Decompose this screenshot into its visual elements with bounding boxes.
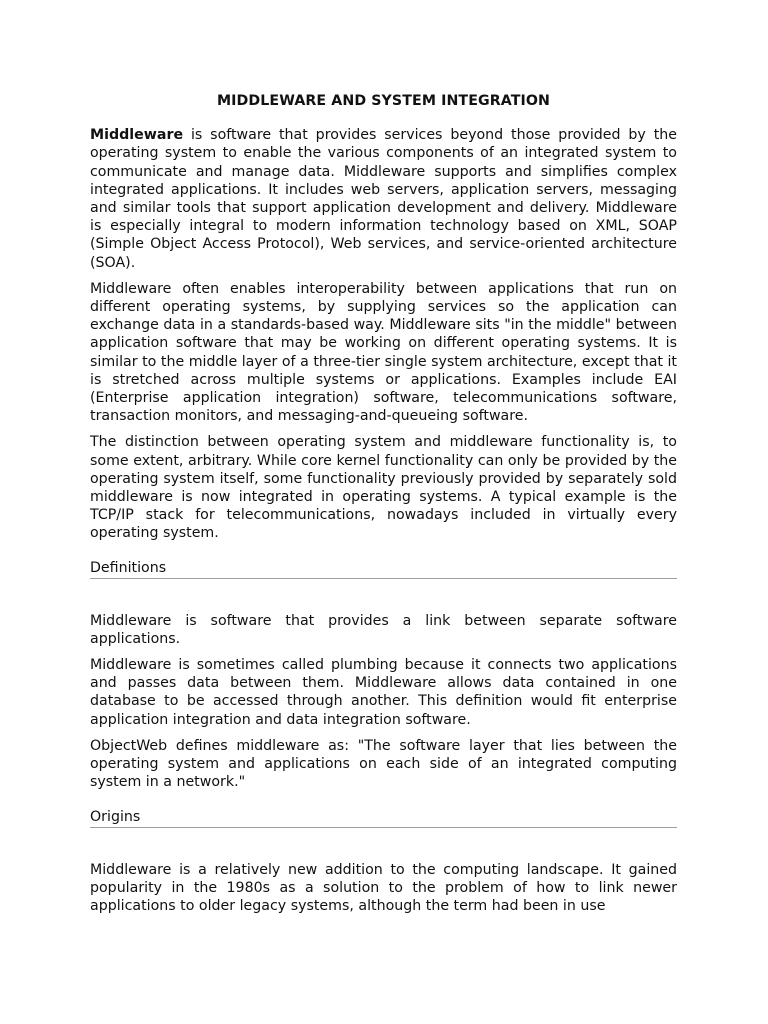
intro-paragraph-2: Middleware often enables interoperability between applications that run on different operating systems, by supplying services so the application can exchange data in a standards-based way. Middleware sits "in the middle" between application software that may be working on different operating systems. It is similar to the middle layer of a three-tier single system architecture, except that it is stretched across multiple systems or applications. Examples include EAI (Enterprise application integration) software, telecommunications software, transaction monitors, and messaging-and-queueing software.	[90, 280, 677, 425]
intro-paragraph-1-text: is software that provides services beyond those provided by the operating system to enable the various components of an integrated system to communicate and manage data. Middleware supports and simplifies complex integrated applications. It includes web servers, application servers, messaging and similar tools that support application development and delivery. Middleware is especially integral to modern information technology based on XML, SOAP (Simple Object Access Protocol), Web services, and service-oriented architecture (SOA).	[90, 127, 677, 271]
document-title: MIDDLEWARE AND SYSTEM INTEGRATION	[216, 93, 551, 109]
document-page	[90, 92, 677, 923]
intro-paragraph-3: The distinction between operating system and middleware functionality is, to some extent, arbitrary. While core kernel functionality can only be provided by the operating system itself, some functionality previously provided by separately sold middleware is now integrated in operating systems. A typical example is the TCP/IP stack for telecommunications, nowadays included in virtually every operating system.	[90, 434, 677, 542]
intro-paragraph-1	[90, 126, 677, 272]
lead-term: Middleware	[90, 127, 184, 144]
origins-heading: Origins	[90, 808, 677, 828]
definitions-paragraph-2: Middleware is sometimes called plumbing because it connects two applications and passes data between them. Middleware allows data contained in one database to be accessed through another. This definition would fit enterprise application integration and data integration software.	[90, 657, 677, 728]
origins-paragraph-1: Middleware is a relatively new addition to the computing landscape. It gained popularity in the 1980s as a solution to the problem of how to link newer applications to older legacy systems, although the term had been in use	[90, 861, 677, 914]
definitions-heading: Definitions	[90, 559, 677, 579]
definitions-paragraph-1: Middleware is software that provides a link between separate software applications.	[90, 612, 677, 647]
definitions-paragraph-3: ObjectWeb defines middleware as: "The software layer that lies between the operating system and applications on each side of an integrated computing system in a network."	[90, 737, 677, 791]
